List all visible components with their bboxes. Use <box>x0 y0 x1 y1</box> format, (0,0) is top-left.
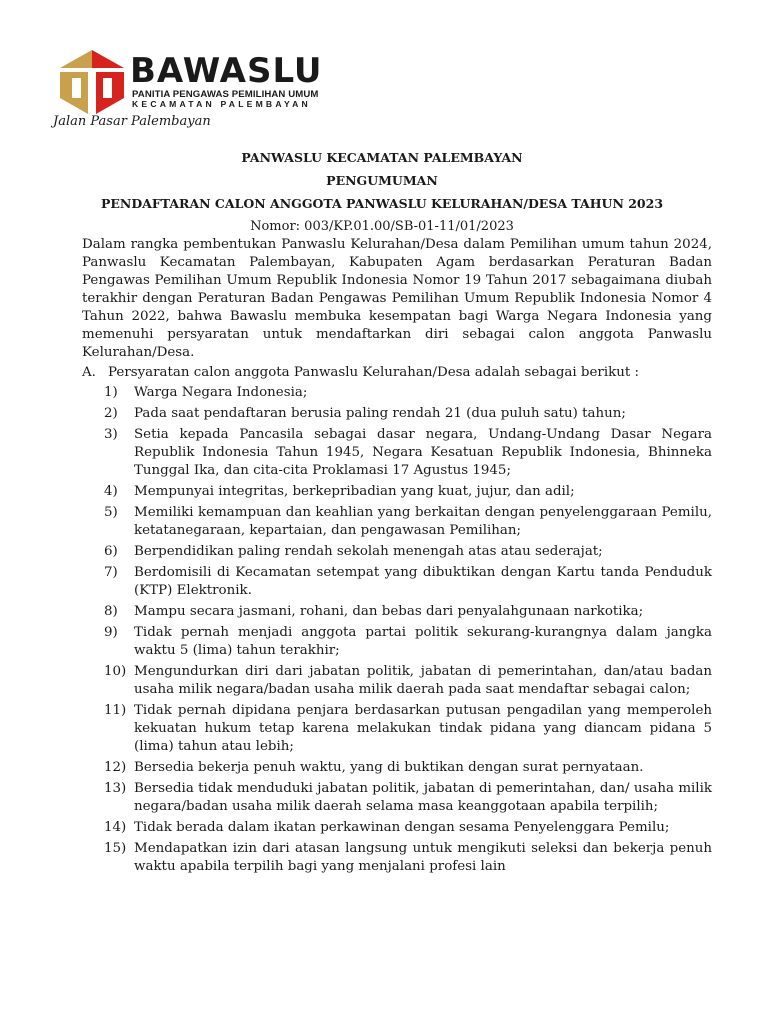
list-item-text: Tidak pernah dipidana penjara berdasarkan putusan pengadilan yang memperoleh kekuatan hukum tetap karena melakukan tindak pidana yang diancam pidana 5 (lima) tahun atau lebih; <box>134 703 712 754</box>
list-item-number: 3) <box>104 427 118 442</box>
section-title: Persyaratan calon anggota Panwaslu Kelurahan/Desa adalah sebagai berikut : <box>108 365 639 380</box>
list-item-number: 15) <box>104 841 127 856</box>
list-item-text: Pada saat pendaftaran berusia paling rendah 21 (dua puluh satu) tahun; <box>134 406 626 421</box>
list-item-text: Tidak pernah menjadi anggota partai politik sekurang-kurangnya dalam jangka waktu 5 (lima) tahun terakhir; <box>134 625 712 658</box>
issuer-title: PANWASLU KECAMATAN PALEMBAYAN <box>241 150 523 165</box>
list-item <box>82 840 712 876</box>
announcement-title: PENGUMUMAN <box>326 173 438 188</box>
document-number: Nomor: 003/KP.01.00/SB-01-11/01/2023 <box>250 219 514 234</box>
section-a <box>82 364 712 382</box>
list-item <box>82 702 712 756</box>
list-item-text: Warga Negara Indonesia; <box>134 385 308 400</box>
intro-paragraph: Dalam rangka pembentukan Panwaslu Kelurahan/Desa dalam Pemilihan umum tahun 2024, Panwaslu Kecamatan Palembayan, Kabupaten Agam berdasarkan Peraturan Badan Pengawas Pemilihan Umum Republik Indonesia Nomor 19 Tahun 2017 sebagaimana diubah terakhir dengan Peraturan Badan Pengawas Pemilihan Umum Republik Indonesia Nomor 4 Tahun 2022, bahwa Bawaslu membuka kesempatan bagi Warga Negara Indonesia yang memenuhi persyaratan untuk mendaftarkan diri sebagai calon anggota Panwaslu Kelurahan/Desa. <box>82 237 712 360</box>
list-item <box>82 759 712 777</box>
list-item-number: 11) <box>104 703 127 718</box>
subject-title: PENDAFTARAN CALON ANGGOTA PANWASLU KELURAHAN/DESA TAHUN 2023 <box>100 196 664 211</box>
list-item <box>82 426 712 480</box>
list-item <box>82 624 712 660</box>
document-title-block <box>60 146 704 238</box>
requirements-list <box>82 384 712 876</box>
list-item-text: Setia kepada Pancasila sebagai dasar negara, Undang-Undang Dasar Negara Republik Indonesia Tahun 1945, Negara Kesatuan Republik Indonesia, Bhinneka Tunggal Ika, dan cita-cita Proklamasi 17 Agustus 1945; <box>134 427 712 478</box>
list-item <box>82 384 712 402</box>
list-item-text: Berdomisili di Kecamatan setempat yang dibuktikan dengan Kartu tanda Penduduk (KTP) Elektronik. <box>134 565 712 598</box>
bawaslu-logo-icon <box>58 48 126 116</box>
office-address: Jalan Pasar Palembayan <box>53 114 211 129</box>
list-item-number: 5) <box>104 505 118 520</box>
document-body <box>82 236 712 879</box>
list-item-text: Berpendidikan paling rendah sekolah menengah atas atau sederajat; <box>134 544 603 559</box>
logo-district: KECAMATAN PALEMBAYAN <box>132 99 311 109</box>
list-item-number: 14) <box>104 820 127 835</box>
list-item <box>82 504 712 540</box>
list-item <box>82 405 712 423</box>
list-item-text: Mendapatkan izin dari atasan langsung untuk mengikuti seleksi dan bekerja penuh waktu apabila terpilih bagi yang menjalani profesi lain <box>134 841 712 874</box>
list-item-number: 1) <box>104 385 118 400</box>
list-item-text: Mampu secara jasmani, rohani, dan bebas dari penyalahgunaan narkotika; <box>134 604 644 619</box>
list-item <box>82 543 712 561</box>
logo-subtitle: PANITIA PENGAWAS PEMILIHAN UMUM <box>132 89 319 100</box>
list-item-number: 12) <box>104 760 127 775</box>
list-item-number: 8) <box>104 604 118 619</box>
list-item-text: Bersedia tidak menduduki jabatan politik, jabatan di pemerintahan, dan/ usaha milik negara/badan usaha milik daerah selama masa keanggotaan apabila terpilih; <box>134 781 712 814</box>
list-item-number: 4) <box>104 484 118 499</box>
list-item-number: 10) <box>104 664 127 679</box>
logo-wordmark: BAWASLU <box>130 51 323 91</box>
list-item-number: 7) <box>104 565 118 580</box>
list-item-text: Memiliki kemampuan dan keahlian yang berkaitan dengan penyelenggaraan Pemilu, ketatanegaraan, kepartaian, dan pengawasan Pemilihan; <box>134 505 712 538</box>
list-item <box>82 819 712 837</box>
list-item <box>82 483 712 501</box>
list-item <box>82 603 712 621</box>
list-item-text: Mengundurkan diri dari jabatan politik, jabatan di pemerintahan, dan/atau badan usaha milik negara/badan usaha milik daerah pada saat mendaftar sebagai calon; <box>134 664 712 697</box>
section-letter: A. <box>82 365 96 380</box>
list-item <box>82 564 712 600</box>
list-item <box>82 663 712 699</box>
list-item-number: 6) <box>104 544 118 559</box>
list-item-text: Bersedia bekerja penuh waktu, yang di buktikan dengan surat pernyataan. <box>134 760 644 775</box>
list-item-number: 2) <box>104 406 118 421</box>
list-item-number: 9) <box>104 625 118 640</box>
list-item <box>82 780 712 816</box>
list-item-text: Tidak berada dalam ikatan perkawinan dengan sesama Penyelenggara Pemilu; <box>134 820 670 835</box>
list-item-text: Mempunyai integritas, berkepribadian yang kuat, jujur, dan adil; <box>134 484 575 499</box>
list-item-number: 13) <box>104 781 127 796</box>
